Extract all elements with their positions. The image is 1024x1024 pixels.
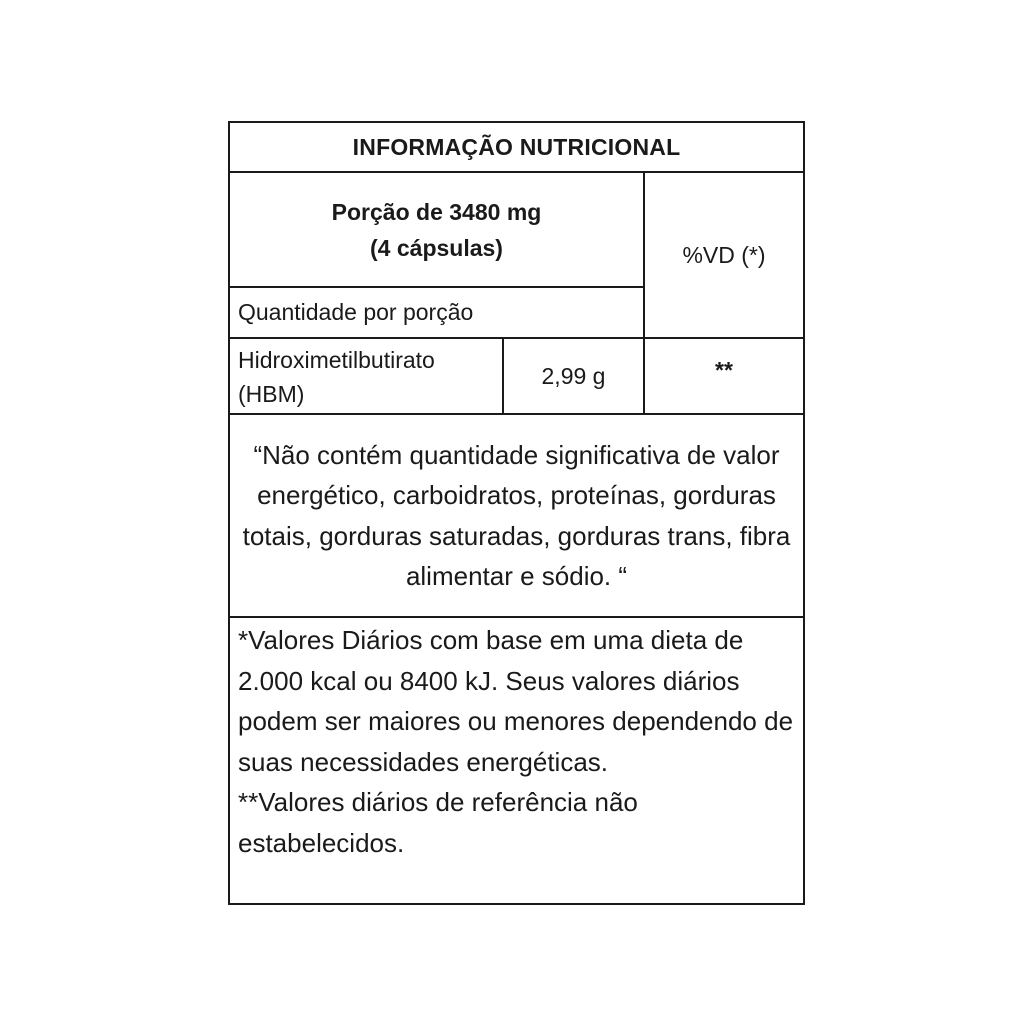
daily-value-header: %VD (*) xyxy=(645,173,803,339)
portion-size xyxy=(230,173,645,288)
note-text: “Não contém quantidade significativa de valor energético, carboidratos, proteínas, gorduras totais, gorduras saturadas, gorduras trans, fibra alimentar e sódio. “ xyxy=(242,439,791,591)
footnotes xyxy=(230,618,803,903)
table-title: INFORMAÇÃO NUTRICIONAL xyxy=(230,123,803,173)
nutrition-facts-table xyxy=(228,121,805,905)
footnote-no-reference: **Valores diários de referência não estabelecidos. xyxy=(238,787,638,858)
portion-amount: Porção de 3480 mg xyxy=(331,198,542,225)
portion-units: (4 cápsulas) xyxy=(370,234,503,261)
insignificant-amounts-note xyxy=(230,415,803,618)
nutrient-amount: 2,99 g xyxy=(504,339,645,415)
footnote-daily-values: *Valores Diários com base em uma dieta de 2.000 kcal ou 8400 kJ. Seus valores diários podem ser maiores ou menores dependendo de suas necessidades energéticas. xyxy=(238,625,794,777)
quantity-per-serving-label: Quantidade por porção xyxy=(230,288,645,339)
nutrient-daily-value: ** xyxy=(645,339,803,415)
nutrient-name: Hidroximetilbutirato (HBM) xyxy=(230,339,504,415)
